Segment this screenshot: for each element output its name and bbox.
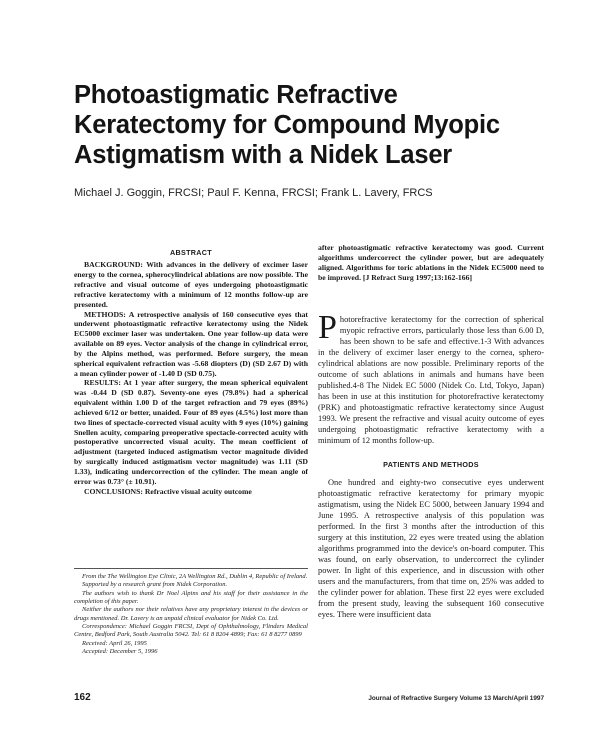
abstract-heading: ABSTRACT	[170, 248, 212, 257]
abstract-methods: METHODS: A retrospective analysis of 160 consecutive eyes that underwent photoastigmatic refractive keratectomy using the Nidek EC5000 excimer laser was undertaken. One year follow-up data were available on 89 eyes. Vector analysis of the change in cylindrical error, by the Alpins method, was performed. Before surgery, the mean spherical equivalent refraction was -5.68 diopters (D) (SD 2.67 D) with a mean cylinder power of -1.40 D (SD 0.75).	[74, 309, 308, 378]
footnote-disclosure: Neither the authors nor their relatives have any proprietary interest in the devices or drugs mentioned. Dr. Lavery is an unpaid clinical evaluator for Nidek Co. Ltd.	[74, 606, 308, 622]
abstract-background: BACKGROUND: With advances in the delivery of excimer laser energy to the cornea, spherocylindrical ablations are now possible. The refractive and visual outcome of eyes undergoing photoastigmatic refractive keratectomy with a minimum of 12 months follow-up are presented.	[74, 260, 308, 309]
right-column	[318, 243, 544, 620]
footnotes	[74, 573, 308, 656]
footnote-correspondence: Correspondence: Michael Goggin FRCSI, Dept of Ophthalmology, Flinders Medical Centre, Bedford Park, South Australia 5042. Tel: 61 8 8204 4899; Fax: 61 8 8277 0899	[74, 623, 308, 639]
abstract-results: RESULTS: At 1 year after surgery, the mean spherical equivalent was -0.44 D (SD 0.87). Seventy-one eyes (79.8%) had a spherical equivalent within 1.00 D of the target refraction and 79 eyes (89%) achieved 6/12 or better, unaided. Four of 89 eyes (4.5%) lost more than two lines of spectacle-corrected visual acuity with 9 eyes (10%) gaining Snellen acuity, comparing preoperative spectacle-corrected acuity with postoperative uncorrected visual acuity. The mean coefficient of adjustment (targeted induced astigmatism vector magnitude divided by surgically induced astigmatism vector magnitude) was 1.11 (SD 1.33), indicating undercorrection of the cylinder. The mean angle of error was 0.73° (± 10.91).	[74, 378, 308, 486]
abstract-continued: after photoastigmatic refractive keratectomy was good. Current algorithms undercorrect the cylinder power, but are adequately aligned. Algorithms for toric ablations in the Nidek EC5000 need to be improved. [J Refract Surg 1997;13:162-166]	[318, 243, 544, 282]
abstract-continued-block	[318, 243, 544, 282]
footnote-rule	[74, 568, 308, 569]
footnote-acknowledgement: The authors wish to thank Dr Noel Alpins and his staff for their assistance in the completion of this paper.	[74, 589, 308, 606]
article-title: Photoastigmatic Refractive Keratectomy for Compound Myopic Astigmatism with a Nidek Laser	[74, 81, 500, 169]
footnote-received: Received: April 26, 1995	[82, 639, 147, 647]
drop-cap: P	[318, 309, 337, 347]
methods-paragraph: One hundred and eighty-two consecutive eyes underwent photoastigmatic refractive keratectomy for primary myopic astigmatism, using the Nidek EC 5000, between January 1994 and June 1995. A retrospective analysis of this population was performed. In the first 3 months after the introduction of this surgery at this institution, 22 eyes were treated using the ablation algorithms programmed into the device's on-board computer. This was found, on early observation, to undercorrect the cylinder power. In light of this experience, and in discussion with other users and the manufacturers, from that time on, 25% was added to the cylinder power for ablation. These first 22 eyes were excluded from the present study, leaving the subsequent 160 consecutive eyes. There were insufficient data	[318, 477, 544, 619]
intro-text: hotorefractive keratectomy for the correction of spherical myopic refractive errors, particularly those less than 6.00 D, has been shown to be safe and effective.1-3 With advances in the delivery of excimer laser energy to the cornea, sphero-cylindrical ablations are now possible. Preliminary reports of the outcome of such ablations in animals and humans have been published.4-8 The Nidek EC 5000 (Nidek Co. Ltd, Tokyo, Japan) has been in use at this institution for photorefractive keratectomy (PRK) and photoastigmatic refractive keratectomy since August 1993. We present the refractive and visual acuity outcome of eyes undergoing photoastigmatic refractive keratectomy with a minimum of 12 months follow-up.	[318, 315, 544, 446]
footnote-affiliation: From the The Wellington Eye Clinic, 2A Wellington Rd., Dublin 4, Republic of Ireland.	[82, 573, 308, 580]
page-number: 162	[74, 692, 91, 703]
running-footer: Journal of Refractive Surgery Volume 13 March/April 1997	[368, 695, 544, 702]
section-heading-patients-methods: PATIENTS AND METHODS	[383, 460, 479, 470]
abstract	[74, 248, 308, 497]
left-column	[74, 248, 308, 497]
footnote-accepted: Accepted: December 5, 1996	[82, 648, 158, 656]
author-list: Michael J. Goggin, FRCSI; Paul F. Kenna, FRCSI; Frank L. Lavery, FRCS	[74, 187, 433, 199]
article-body	[318, 309, 544, 619]
intro-paragraph	[318, 309, 544, 446]
footnote-support: Supported by a research grant from Nidek Corporation.	[82, 581, 228, 589]
abstract-conclusions: CONCLUSIONS: Refractive visual acuity outcome	[84, 486, 252, 496]
